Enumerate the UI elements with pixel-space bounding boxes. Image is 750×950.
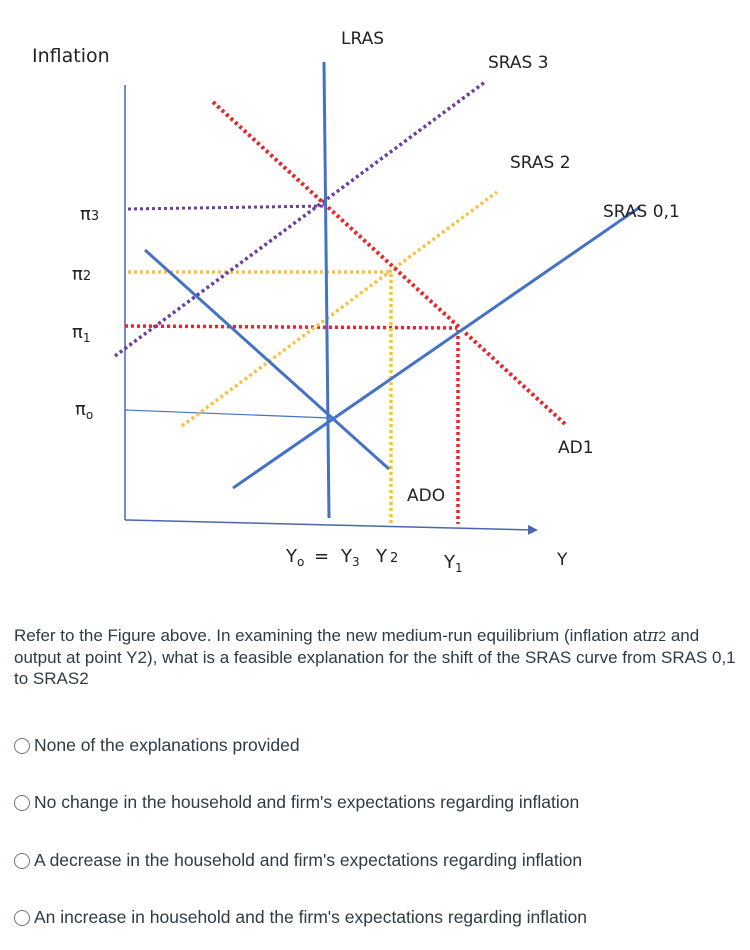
sras3-label: SRAS 3 bbox=[488, 53, 549, 73]
pi3-label: π3 bbox=[80, 204, 100, 225]
pi2-label: π2 bbox=[72, 264, 92, 285]
equals-sign: = bbox=[314, 546, 330, 567]
sras2-curve bbox=[182, 192, 497, 426]
lras-curve bbox=[324, 62, 329, 518]
y-axis-label: Inflation bbox=[32, 45, 110, 67]
y3-label: $Y_3$ bbox=[341, 546, 360, 569]
question-text: Refer to the Figure above. In examining the new medium-run equilibrium (inflation atπ2 and output at point Y2), what is a feasible explanation for the shift of the SRAS curve from SRAS 0,1 to SRAS2 bbox=[14, 626, 736, 688]
y2-label: Y 2 bbox=[376, 546, 399, 567]
x-axis-label: Y bbox=[557, 550, 568, 570]
radio-button[interactable] bbox=[14, 795, 30, 811]
option-no-change[interactable] bbox=[14, 792, 579, 813]
radio-button[interactable] bbox=[14, 910, 30, 926]
option-label: A decrease in the household and firm's expectations regarding inflation bbox=[34, 850, 583, 870]
option-none[interactable] bbox=[14, 735, 300, 756]
y0-label: $Y_o$ bbox=[286, 546, 305, 569]
pi1-label: $\pi_1$ bbox=[72, 322, 91, 345]
ad1-label: AD1 bbox=[558, 438, 594, 458]
radio-button[interactable] bbox=[14, 738, 30, 754]
radio-button[interactable] bbox=[14, 853, 30, 869]
lras-label: LRAS bbox=[341, 29, 385, 49]
pi0-label: $\pi_o$ bbox=[75, 399, 94, 422]
pi3-reference-line bbox=[128, 206, 326, 209]
option-decrease[interactable] bbox=[14, 850, 582, 871]
x-axis bbox=[125, 520, 534, 530]
option-label: None of the explanations provided bbox=[34, 735, 300, 755]
pi2-symbol: π bbox=[647, 626, 659, 646]
ad1-curve bbox=[213, 102, 565, 424]
option-label: An increase in household and the firm's expectations regarding inflation bbox=[34, 907, 587, 927]
y1-label: $Y_1$ bbox=[444, 552, 463, 575]
sras01-label: SRAS 0,1 bbox=[603, 202, 680, 222]
pi1-reference-line bbox=[125, 326, 457, 328]
option-increase[interactable] bbox=[14, 907, 587, 928]
option-label: No change in the household and firm's expectations regarding inflation bbox=[34, 792, 580, 812]
sras3-curve bbox=[115, 82, 485, 356]
sras2-label: SRAS 2 bbox=[510, 153, 571, 173]
pi0-reference-line bbox=[125, 410, 330, 418]
ad0-label: ADO bbox=[407, 486, 446, 506]
ad0-curve bbox=[145, 250, 389, 469]
